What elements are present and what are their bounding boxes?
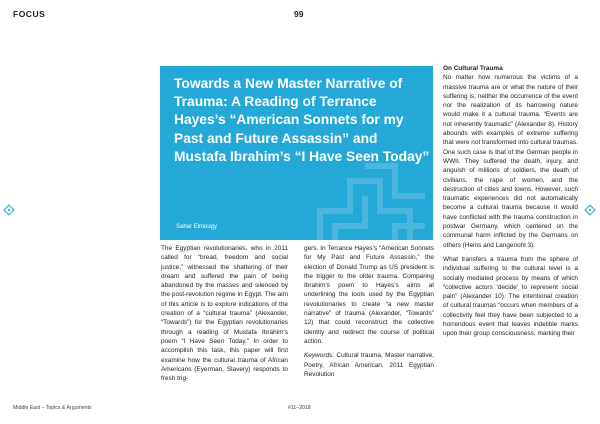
keywords-list: Cultural trauma, Master narrative, Poetry, African American, 2011 Egyptian Revolution	[304, 352, 434, 378]
body-column	[443, 64, 578, 339]
section-heading: On Cultural Trauma	[443, 65, 503, 72]
footer-issue: #11–2018	[288, 405, 311, 411]
section-label: FOCUS	[13, 9, 46, 19]
keywords-label: Keywords:	[304, 352, 335, 360]
abstract-text-part2: gers. In Terrance Hayes’s “American Sonnets for My Past and Future Assassin,” the election of Donald Trump as US president is the trigger to the older trauma. Comparing Ibrahim’s poem to Hayes’s aims at underlining the tools used by the Egyptian revolutionaries to create “a new master narrative” of trauma (Alexander, “Towards” 12) that could reconstruct the collective identity and redirect the course of political action.	[304, 245, 434, 345]
abstract-text-part1: The Egyptian revolutionaries, who in 2011 called for “bread, freedom and social justice,” witnessed the shattering of their dream and suffered the pain of being abandoned by the masses and silenced by the post-revolution regime in Egypt. The aim of this article is to explore indications of the creation of a “cultural trauma” (Alexander, “Towards”) for the Egyptian revolutionaries through a reading of Mustafa Ibrahim’s poem “I Have Seen Today.” In order to accomplish this task, this paper will first examine how the cultural trauma of African Americans (Eyerman, Slavery) responds to fresh trig-	[161, 245, 288, 383]
article-title: Towards a New Master Narrative of Trauma: A Reading of Terrance Hayes’s “American Sonnets for my Past and Future Assassin” and Mustafa Ibrahim’s “I Have Seen Today”	[174, 76, 430, 164]
abstract-column-2	[304, 244, 434, 379]
page-number: 99	[294, 9, 304, 19]
article-author: Sahar Elmougy	[176, 224, 218, 230]
abstract-column-1	[161, 244, 288, 383]
body-paragraph-1: No matter how numerous the victims of a massive trauma are or what the nature of their suffering is, neither the occurrence of the event nor the realization of its harrowing nature would make it a cultural trauma. “Events are not inherently traumatic” (Alexander 8). History abounds with examples of extreme suffering that were not transformed into cultural traumas. One such case is that of the German people in WWII. They suffered the death, injury, and anguish of millions of soldiers, the death of civilians, the rape of women, and the destruction of cities and towns. However, such traumatic experiences did not automatically become a cultural trauma because it would have conflicted with the trauma construction in postwar Germany, which centered on the communal harm inflicted by the Germans on others (Heins and Langenohl 3).	[443, 74, 578, 249]
keywords	[304, 351, 434, 379]
right-margin-diamond-icon	[584, 204, 595, 215]
arabesque-pattern-icon	[310, 161, 430, 240]
title-block	[160, 66, 433, 240]
footer-journal: Middle East – Topics & Arguments	[13, 405, 92, 411]
left-margin-diamond-icon	[3, 204, 14, 215]
body-paragraph-2: What transfers a trauma from the sphere of individual suffering to the cultural level is a socially mediated process by means of which “collective actors ‘decide’ to represent social pain” (Alexander 10). The intentional creation of cultural traumas “occurs when members of a collectivity feel they have been subjected to a horrendous event that leaves indelible marks upon their group consciousness, marking their	[443, 255, 578, 338]
